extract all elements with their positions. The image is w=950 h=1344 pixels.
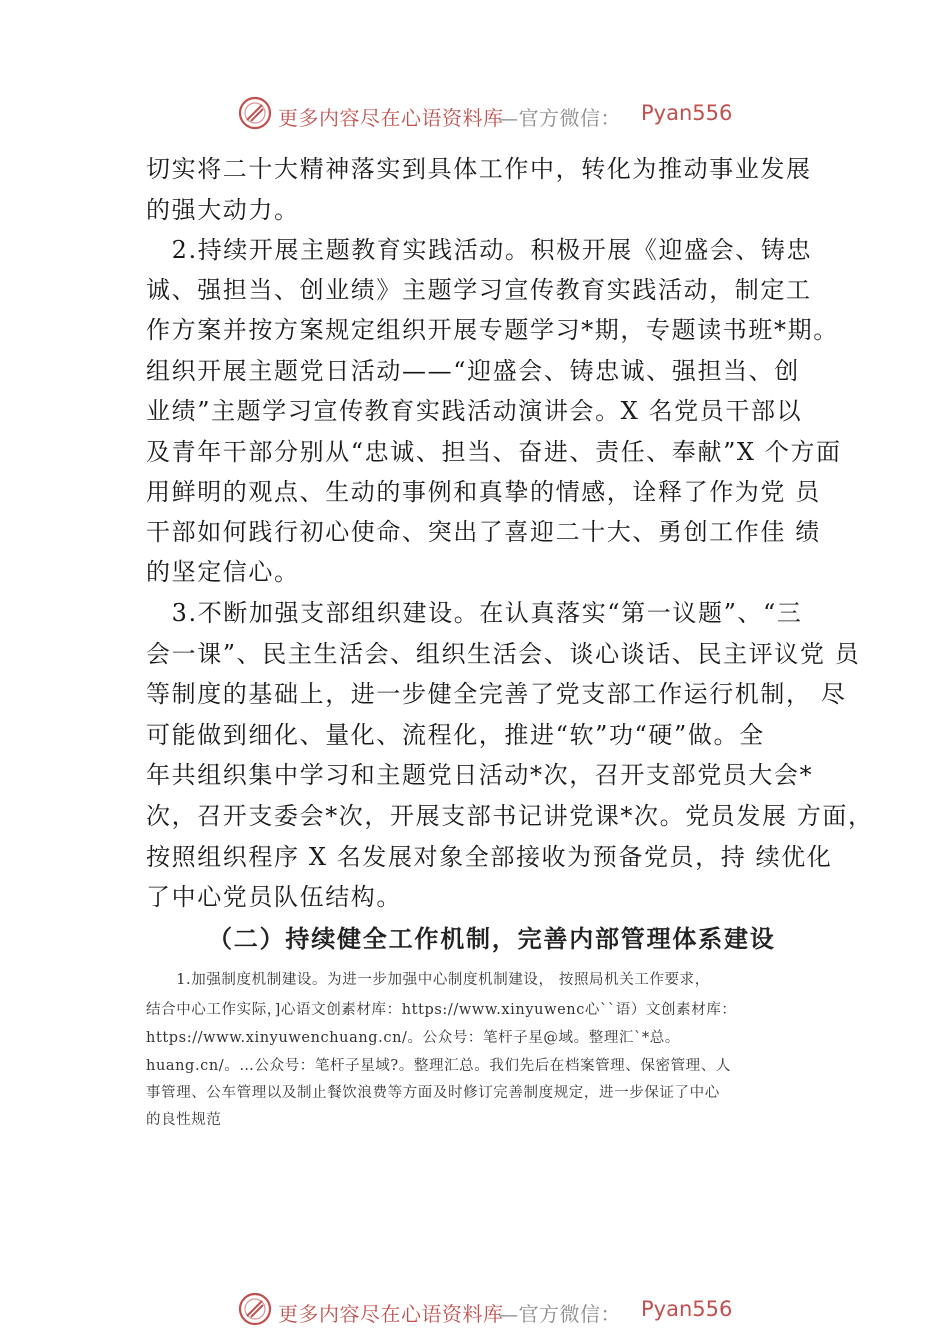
small-line: huang.cn/。…公众号：笔杆子星域?。整理汇总。我们先后在档案管理、保密管理、人 [146,1058,731,1074]
body-line: 会一课”、民主生活会、组织生活会、谈心谈话、民主评议党 员 [146,640,861,668]
watermark-wechat-id: Pyan556 [641,1297,733,1321]
watermark-wechat-id: Pyan556 [641,101,733,125]
watermark-library-text: 更多内容尽在心语资料库 [278,1302,504,1326]
body-line: 的坚定信心。 [146,558,300,586]
body-line: 3.不断加强支部组织建设。在认真落实“第一议题”、“三 [146,599,803,627]
small-line: 结合中心工作实际，]心语文创素材库：https://www.xinyuwenc心``语）文创素材库： [146,1002,737,1018]
small-line: https://www.xinyuwenchuang.cn/。公众号：笔杆子星@域。整理汇`*总。 [146,1030,680,1046]
body-line: 等制度的基础上，进一步健全完善了党支部工作运行机制， 尽 [146,680,847,708]
small-line: 事管理、公车管理以及制止餐饮浪费等方面及时修订完善制度规定，进一步保证了中心 [146,1085,720,1101]
body-line: 作方案并按方案规定组织开展专题学习*期，专题读书班*期。 [146,316,839,344]
body-line: 可能做到细化、量化、流程化，推进“软”功“硬”做。全 [146,721,765,749]
body-line: 按照组织程序 X 名发展对象全部接收为预备党员，持 续优化 [146,843,833,871]
body-line: 切实将二十大精神落实到具体工作中，转化为推动事业发展 [146,155,812,183]
body-line: 的强大动力。 [146,196,300,224]
body-line: 业绩”主题学习宣传教育实践活动演讲会。X 名党员干部以 [146,397,803,425]
body-line: 用鲜明的观点、生动的事例和真挚的情感，诠释了作为党 员 [146,478,821,506]
body-line: 组织开展主题党日活动——“迎盛会、铸忠诚、强担当、创 [146,357,800,385]
watermark-header [0,94,950,134]
body-line: 诚、强担当、创业绩》主题学习宣传教育实践活动，制定工 [146,276,812,304]
watermark-footer [0,1290,950,1330]
body-line: 年共组织集中学习和主题党日活动*次，召开支部党员大会* [146,761,814,789]
body-line: 2.持续开展主题教育实践活动。积极开展《迎盛会、铸忠 [146,236,813,264]
section-heading: （二）持续健全工作机制，完善内部管理体系建设 [208,924,776,953]
body-line: 及青年干部分别从“忠诚、担当、奋进、责任、奉献”X 个方面 [146,438,842,466]
small-line: 1.加强制度机制建设。为进一步加强中心制度机制建设， 按照局机关工作要求， [146,972,710,988]
body-line: 了中心党员队伍结构。 [146,883,402,911]
watermark-wechat-label: —官方微信： [498,1302,621,1326]
watermark-library-text: 更多内容尽在心语资料库 [278,106,504,130]
body-line: 次，召开支委会*次，开展支部书记讲党课*次。党员发展 方面， [146,802,874,830]
seal-logo-icon [238,1292,272,1326]
body-line: 干部如何践行初心使命、突出了喜迎二十大、勇创工作佳 绩 [146,518,821,546]
seal-logo-icon [238,96,272,130]
small-line: 的良性规范 [146,1112,222,1128]
watermark-wechat-label: —官方微信： [498,106,621,130]
